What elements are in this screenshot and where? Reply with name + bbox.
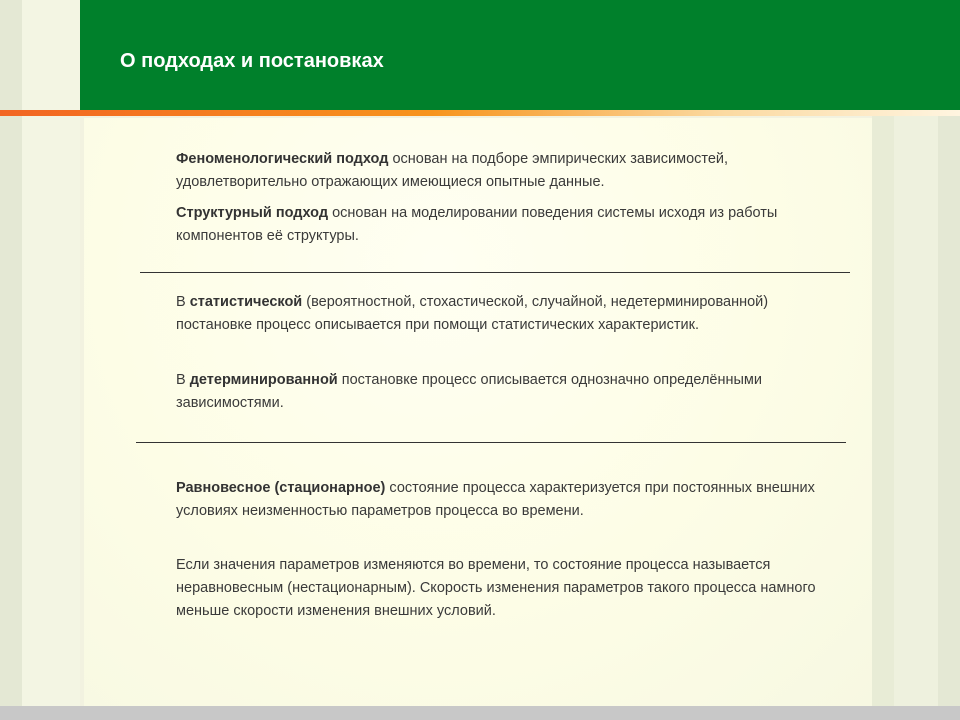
accent-line (0, 110, 960, 116)
equilibrium-text: состояние процесса характеризуется при постоянных внешних условиях неизменностью параметров процесса во времени. (176, 480, 815, 519)
phenomenological-paragraph (176, 148, 826, 194)
nonequilibrium-paragraph (176, 554, 826, 623)
right-stripe-b (894, 110, 938, 720)
right-stripe-a (872, 110, 894, 720)
equilibrium-term: Равновесное (стационарное) (176, 480, 386, 496)
statistical-text: (вероятностной, стохастической, случайной, недетерминированной) постановке процесс описывается при помощи статистических характеристик. (176, 294, 769, 333)
phenomenological-term: Феноменологический подход (176, 151, 389, 167)
separator-1 (140, 272, 850, 273)
statistical-term: статистической (189, 294, 303, 310)
left-outer-stripe (0, 0, 22, 720)
structural-term: Структурный подход (176, 205, 329, 221)
statistical-paragraph (176, 291, 826, 337)
phenomenological-text: основан на подборе эмпирических зависимостей, удовлетворительно отражающих имеющиеся опытные данные. (176, 151, 729, 190)
left-inner-stripe (22, 0, 80, 720)
slide-title: О подходах и постановках (120, 50, 384, 72)
title-bar (80, 0, 960, 110)
deterministic-prefix: В (176, 372, 190, 388)
nonequilibrium-text: Если значения параметров изменяются во времени, то состояние процесса называется неравновесным (нестационарным). Скорость изменения параметров такого процесса намного меньше скорости изменения внешних условий. (176, 557, 816, 619)
bottom-strip (0, 706, 960, 720)
separator-2 (136, 442, 846, 443)
deterministic-paragraph (176, 369, 826, 415)
statistical-prefix: В (176, 294, 190, 310)
structural-text: основан на моделировании поведения системы исходя из работы компонентов её структуры. (176, 205, 778, 244)
deterministic-term: детерминированной (189, 372, 338, 388)
equilibrium-paragraph (176, 477, 826, 523)
structural-paragraph (176, 202, 826, 248)
deterministic-text: постановке процесс описывается однозначно определёнными зависимостями. (176, 372, 762, 411)
